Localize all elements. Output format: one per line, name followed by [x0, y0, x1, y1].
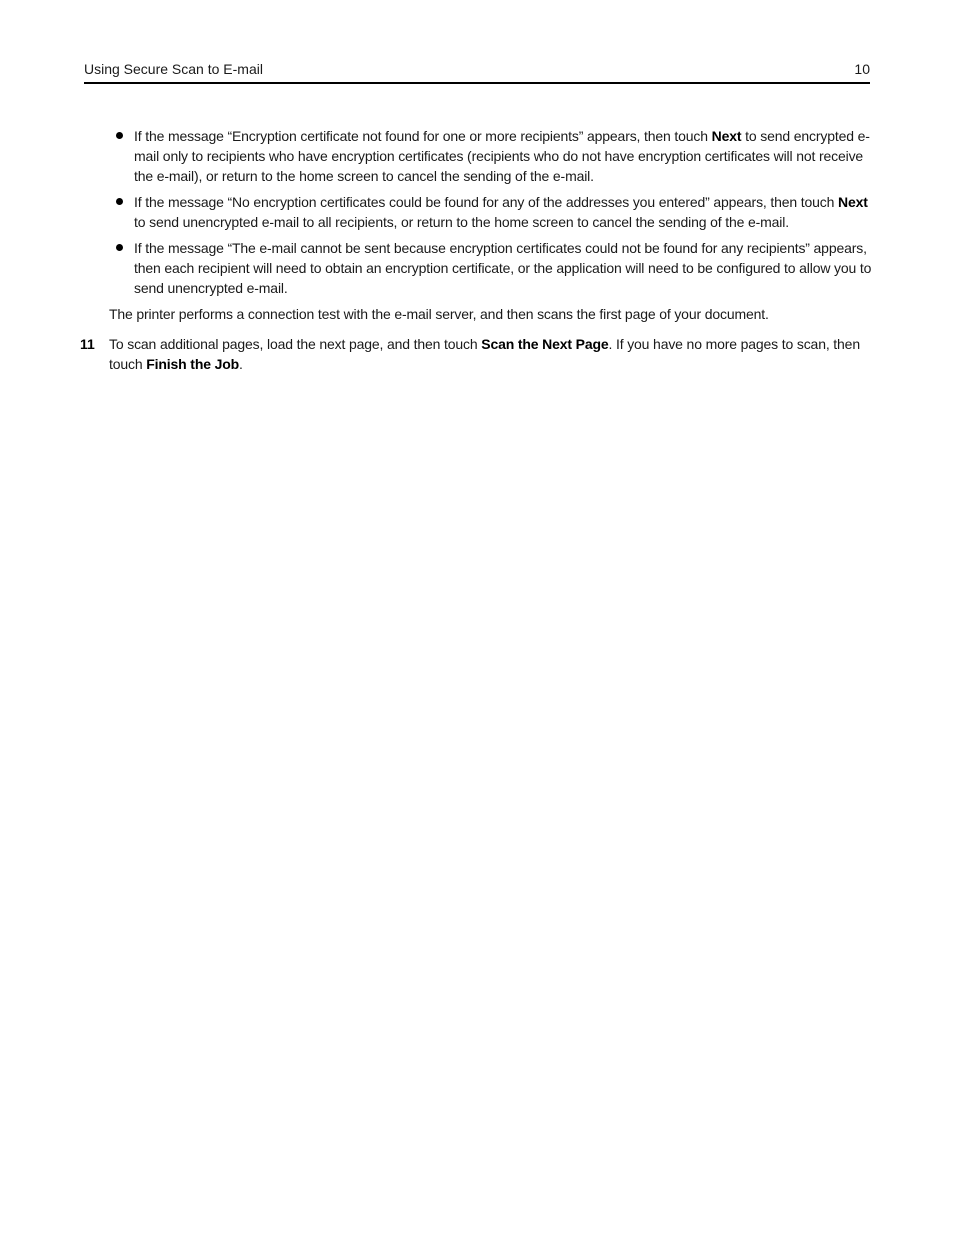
message-bullet-list — [80, 126, 874, 298]
bullet-text-before: If the message “Encryption certificate not found for one or more recipients” appears, then touch — [134, 128, 712, 144]
step-number: 11 — [80, 336, 95, 352]
step-11 — [80, 334, 874, 374]
bullet-text: If the message “The e-mail cannot be sent because encryption certificates could not be found for any recipients” appears, then each recipient will need to obtain an encryption certificate, or the application will need to be configured to allow you to send unencrypted e-mail. — [134, 240, 872, 296]
bullet-icon — [116, 132, 123, 139]
bullet-text — [134, 126, 874, 186]
bullet-text-before: If the message “No encryption certificates could be found for any of the addresses you entered” appears, then touch — [134, 194, 839, 210]
bullet-icon — [116, 198, 123, 205]
step-text-part-1: To scan additional pages, load the next page, and then touch — [109, 336, 482, 352]
page-header — [84, 58, 870, 84]
step-text — [109, 334, 874, 374]
step-text-part-2: . If you have no more pages to scan, then touch — [109, 336, 860, 372]
header-title: Using Secure Scan to E-mail — [84, 61, 263, 77]
page-number: 10 — [854, 61, 870, 77]
document-body — [80, 126, 874, 374]
list-item — [80, 192, 874, 232]
finish-job-term: Finish the Job — [146, 356, 240, 372]
list-item — [80, 238, 874, 298]
step-text-part-3: . — [239, 356, 243, 372]
bullet-icon — [116, 244, 123, 251]
bullet-text — [134, 192, 874, 232]
bullet-text-after: to send unencrypted e-mail to all recipients, or return to the home screen to cancel the sending of the e-mail. — [134, 214, 789, 230]
list-item — [80, 126, 874, 186]
bullet-bold-term: Next — [711, 128, 742, 144]
connection-test-paragraph: The printer performs a connection test with the e-mail server, and then scans the first page of your document. — [109, 306, 769, 322]
bullet-text-after: to send encrypted e-mail only to recipients who have encryption certificates (recipients who do not have encryption certificates will not receive the e-mail), or return to the home screen to cancel the sending of the e-mail. — [134, 128, 870, 184]
bullet-bold-term: Next — [838, 194, 868, 210]
scan-next-page-term: Scan the Next Page — [481, 336, 609, 352]
